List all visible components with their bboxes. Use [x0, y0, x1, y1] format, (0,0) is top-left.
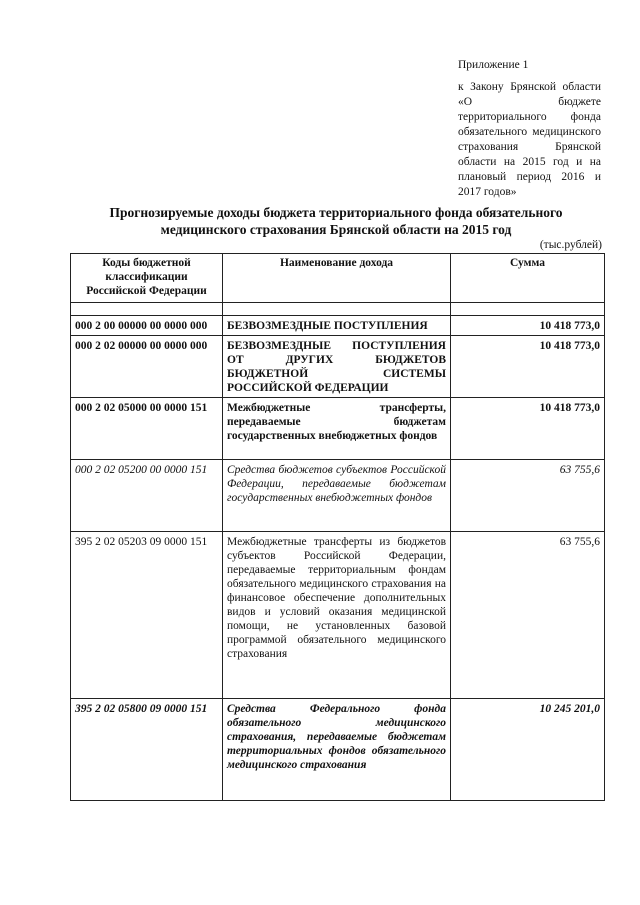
row-code: 395 2 02 05203 09 0000 151: [71, 532, 223, 699]
appendix-reference: к Закону Брянской области «О бюджете территориального фонда обязательного медицинского страхования Брянской области на 2015 год и на плановый период 2016 и 2017 годов»: [458, 81, 601, 198]
row-code: 000 2 02 05000 00 0000 151: [71, 398, 223, 460]
income-table: [70, 253, 605, 801]
appendix-title: Приложение 1: [458, 59, 529, 71]
row-sum: 63 755,6: [451, 460, 605, 532]
table-row: [71, 532, 605, 699]
row-sum: 63 755,6: [451, 532, 605, 699]
spacer-cell: [71, 303, 223, 316]
row-sum: 10 418 773,0: [451, 316, 605, 336]
spacer-cell: [451, 303, 605, 316]
row-code: 395 2 02 05800 09 0000 151: [71, 699, 223, 801]
table-row: [71, 398, 605, 460]
row-sum: 10 418 773,0: [451, 398, 605, 460]
row-sum: 10 418 773,0: [451, 336, 605, 398]
table-row: [71, 336, 605, 398]
row-name: Межбюджетные трансферты из бюджетов субъектов Российской Федерации, передаваемые территориальным фондам обязательного медицинского страхования на финансовое обеспечение дополнительных видов и условий оказания медицинской помощи, не установленных базовой программой обязательного медицинского страхования: [223, 532, 451, 699]
table-row: [71, 316, 605, 336]
table-row: [71, 460, 605, 532]
row-name: Средства бюджетов субъектов Российской Федерации, передаваемые бюджетам государственных внебюджетных фондов: [223, 460, 451, 532]
row-name: БЕЗВОЗМЕЗДНЫЕ ПОСТУПЛЕНИЯ ОТ ДРУГИХ БЮДЖЕТОВ БЮДЖЕТНОЙ СИСТЕМЫ РОССИЙСКОЙ ФЕДЕРАЦИИ: [223, 336, 451, 398]
header-name: Наименование дохода: [223, 254, 451, 303]
table-spacer-row: [71, 303, 605, 316]
appendix-block: [458, 58, 601, 200]
row-code: 000 2 02 05200 00 0000 151: [71, 460, 223, 532]
row-name: Межбюджетные трансферты, передаваемые бюджетам государственных внебюджетных фондов: [223, 398, 451, 460]
row-code: 000 2 00 00000 00 0000 000: [71, 316, 223, 336]
row-code: 000 2 02 00000 00 0000 000: [71, 336, 223, 398]
row-name: Средства Федерального фонда обязательного медицинского страхования, передаваемые бюджетам территориальных фондов обязательного медицинского страхования: [223, 699, 451, 801]
header-sum: Сумма: [451, 254, 605, 303]
spacer-cell: [223, 303, 451, 316]
table-header-row: [71, 254, 605, 303]
units-label: (тыс.рублей): [539, 239, 602, 251]
row-name: БЕЗВОЗМЕЗДНЫЕ ПОСТУПЛЕНИЯ: [223, 316, 451, 336]
table-row: [71, 699, 605, 801]
header-code: Коды бюджетной классификации Российской Федерации: [71, 254, 223, 303]
row-sum: 10 245 201,0: [451, 699, 605, 801]
document-title: Прогнозируемые доходы бюджета территориального фонда обязательного медицинского страхования Брянской области на 2015 год: [109, 205, 563, 237]
